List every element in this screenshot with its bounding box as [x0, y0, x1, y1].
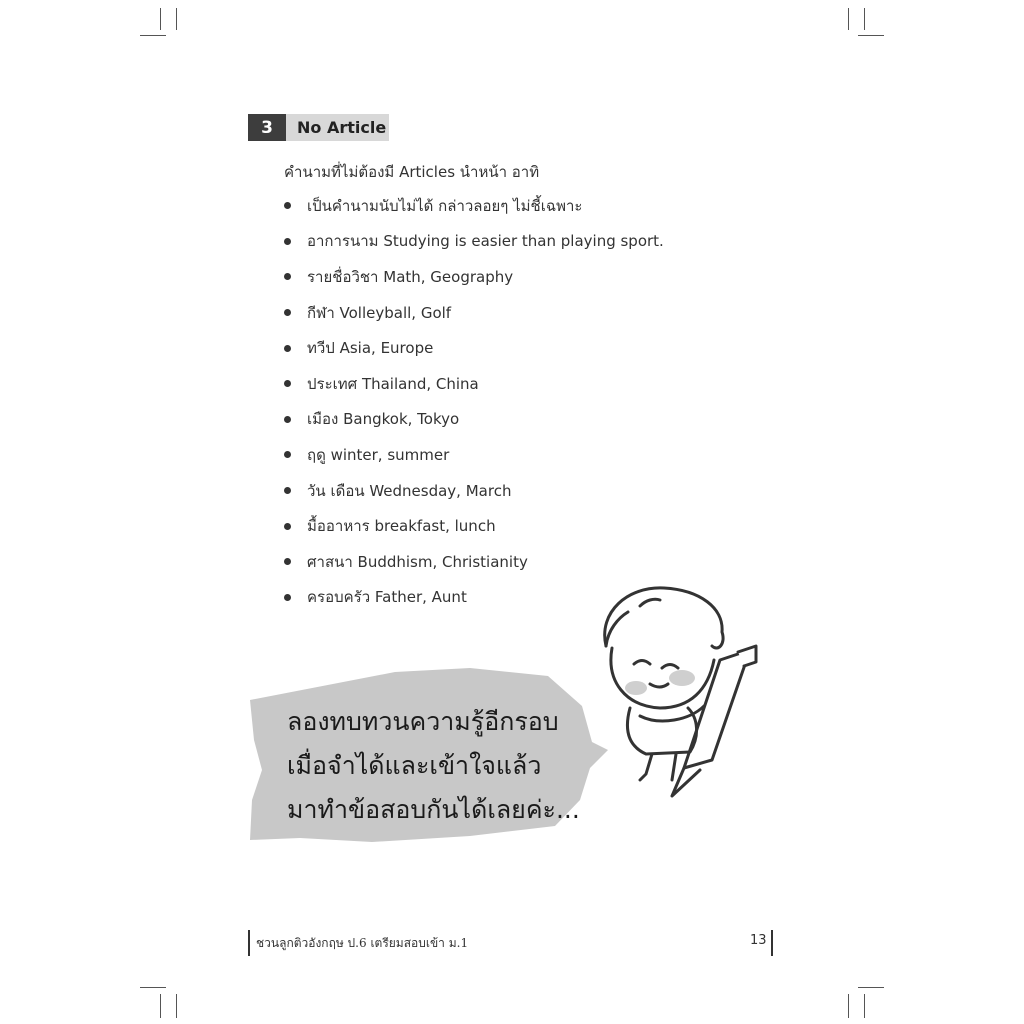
- cheek-blush: [625, 681, 647, 695]
- section-title: No Article: [286, 114, 389, 141]
- list-item-text: เป็นคำนามนับไม่ได้ กล่าวลอยๆ ไม่ชี้เฉพาะ: [307, 196, 583, 215]
- list-item-text: อาการนาม Studying is easier than playing sport.: [307, 232, 664, 251]
- list-item-text: ศาสนา Buddhism, Christianity: [307, 552, 528, 571]
- footer-rule-right: [771, 930, 773, 956]
- section-number: 3: [248, 114, 286, 141]
- list-item-text: ทวีป Asia, Europe: [307, 339, 434, 358]
- list-item-text: ครอบครัว Father, Aunt: [307, 588, 467, 607]
- speech-bubble-text: [287, 700, 580, 832]
- list-item-text: มื้ออาหาร breakfast, lunch: [307, 517, 496, 536]
- page-number: 13: [750, 933, 767, 948]
- speech-line: เมื่อจำได้และเข้าใจแล้ว: [287, 751, 542, 780]
- list-item-text: วัน เดือน Wednesday, March: [307, 481, 512, 500]
- speech-line: ลองทบทวนความรู้อีกรอบ: [287, 707, 559, 736]
- footer-rule-left: [248, 930, 250, 956]
- list-item-text: เมือง Bangkok, Tokyo: [307, 410, 460, 429]
- list-item-text: ประเทศ Thailand, China: [307, 374, 479, 393]
- list-item-text: รายชื่อวิชา Math, Geography: [307, 267, 514, 286]
- speech-line: มาทำข้อสอบกันได้เลยค่ะ...: [287, 795, 580, 824]
- intro-text: คำนามที่ไม่ต้องมี Articles นำหน้า อาทิ: [284, 163, 540, 181]
- cheek-blush: [669, 670, 695, 686]
- list-item-text: ฤดู winter, summer: [307, 445, 450, 464]
- footer-book-title: ชวนลูกติวอังกฤษ ป.6 เตรียมสอบเข้า ม.1: [256, 936, 469, 950]
- list-item-text: กีฬา Volleyball, Golf: [307, 303, 452, 322]
